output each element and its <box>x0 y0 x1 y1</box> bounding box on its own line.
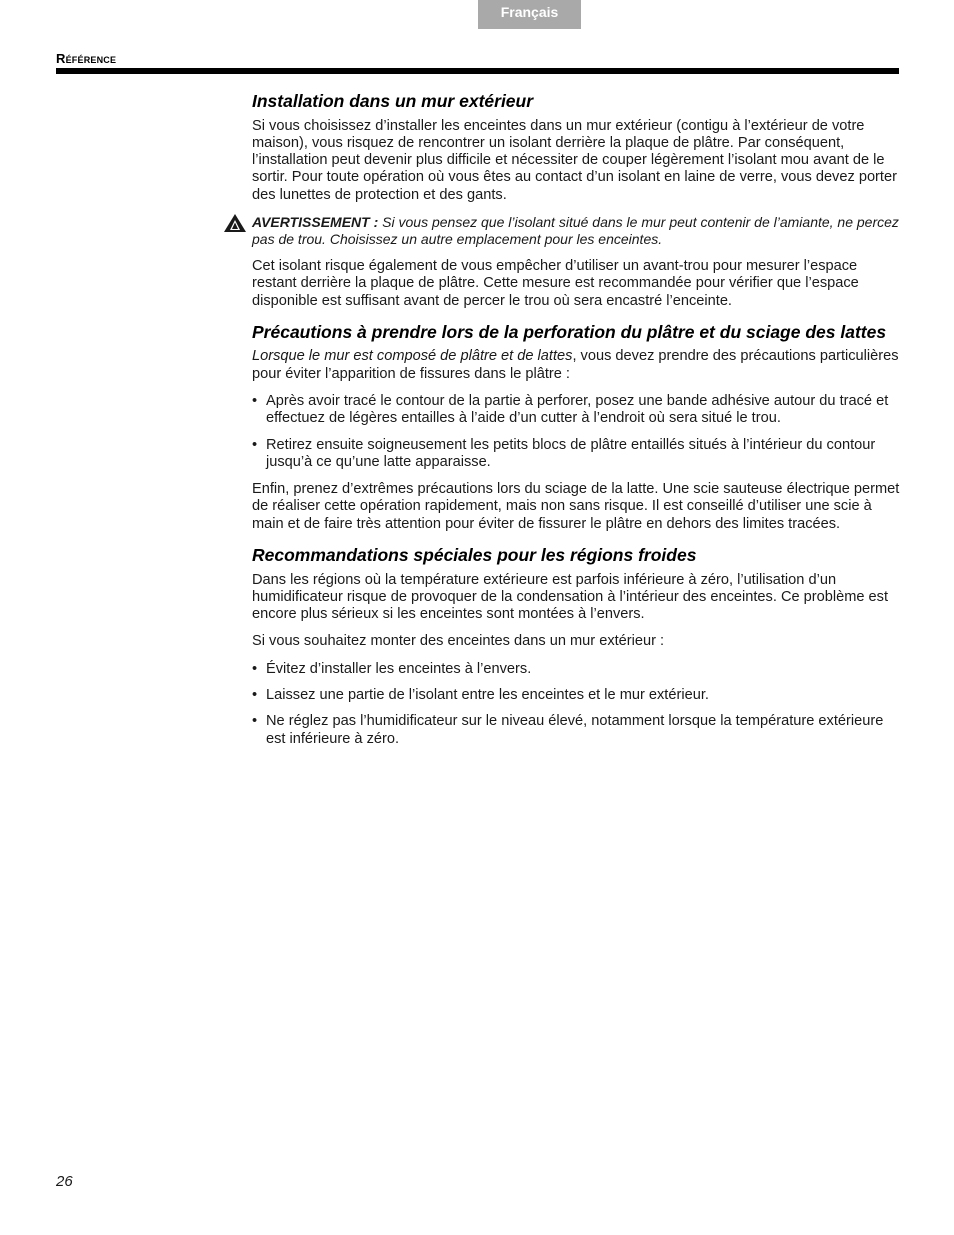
language-tab[interactable]: Français <box>478 0 581 29</box>
warning-note <box>252 214 900 248</box>
section-cold-regions <box>252 546 900 748</box>
paragraph: Dans les régions où la température extérieure est parfois inférieure à zéro, l’utilisation d’un humidificateur risque de provoquer de la condensation à l’intérieur des enceintes. Ce problème est encore plus sérieux si les enceintes sont montées à l’envers. <box>252 571 889 623</box>
paragraph: Cet isolant risque également de vous empêcher d’utiliser un avant-trou pour mesurer l’espace restant derrière la plaque de plâtre. Cette mesure est recommandée pour vérifier que l’espace disponible est suffisant avant de percer le trou où sera encastré l’enceinte. <box>252 257 859 309</box>
section-plaster-lath <box>252 323 900 533</box>
section-title: Installation dans un mur extérieur <box>252 91 534 111</box>
warning-label: AVERTISSEMENT : <box>252 213 379 230</box>
list-item: • Retirez ensuite soigneusement les petits blocs de plâtre entaillés situés à l’intérieur du contour jusqu’à ce qu’une latte apparaisse. <box>252 437 900 472</box>
paragraph: Si vous choisissez d’installer les enceintes dans un mur extérieur (contigu à l’extérieur de votre maison), vous risquez de rencontrer un isolant derrière la plaque de plâtre. Par conséquent, l’installation peut devenir plus difficile et nécessiter de couper légèrement l’isolant mou avant de le sortir. Pour toute opération où vous êtes au contact d’un isolant en laine de verre, vous devez porter des lunettes de protection et des gants. <box>252 117 897 203</box>
bullet-list <box>252 661 900 748</box>
list-item: • Évitez d’installer les enceintes à l’envers. <box>252 661 900 678</box>
paragraph: Si vous souhaitez monter des enceintes dans un mur extérieur : <box>252 633 665 650</box>
paragraph <box>252 348 900 383</box>
warning-text: Si vous pensez que l’isolant situé dans le mur peut contenir de l’amiante, ne percez pas de trou. Choisissez un autre emplacement pour les enceintes. <box>252 213 899 247</box>
page-number: 26 <box>56 1173 73 1190</box>
section-title: Recommandations spéciales pour les régions froides <box>252 545 697 566</box>
paragraph: Enfin, prenez d’extrêmes précautions lors du sciage de la latte. Une scie sauteuse électrique permet de réaliser cette opération rapidement, mais non sans risque. Il est conseillé d’utiliser une scie à main et de faire très attention pour éviter de fissurer le plâtre en dehors des limites tracées. <box>252 481 900 532</box>
intro-italic: Lorsque le mur est composé de plâtre et de lattes <box>252 348 573 365</box>
section-label: Référence <box>56 51 117 66</box>
list-item: • Laissez une partie de l’isolant entre les enceintes et le mur extérieur. <box>252 687 900 704</box>
bullet-list <box>252 393 900 471</box>
section-exterior-wall <box>252 92 900 310</box>
list-item: • Après avoir tracé le contour de la partie à perforer, posez une bande adhésive autour du tracé et effectuez de légères entailles à l’aide d’un cutter à l’endroit où sera situé le trou. <box>252 393 900 428</box>
intro-rest: , vous devez prendre des précautions particulières pour éviter l’apparition de fissures dans le plâtre : <box>252 348 899 382</box>
list-item: • Ne réglez pas l’humidificateur sur le niveau élevé, notamment lorsque la température extérieure est inférieure à zéro. <box>252 713 900 748</box>
header-rule <box>56 68 899 74</box>
main-content <box>252 92 900 761</box>
section-title: Précautions à prendre lors de la perforation du plâtre et du sciage des lattes <box>252 321 887 342</box>
warning-triangle-icon <box>224 214 246 232</box>
